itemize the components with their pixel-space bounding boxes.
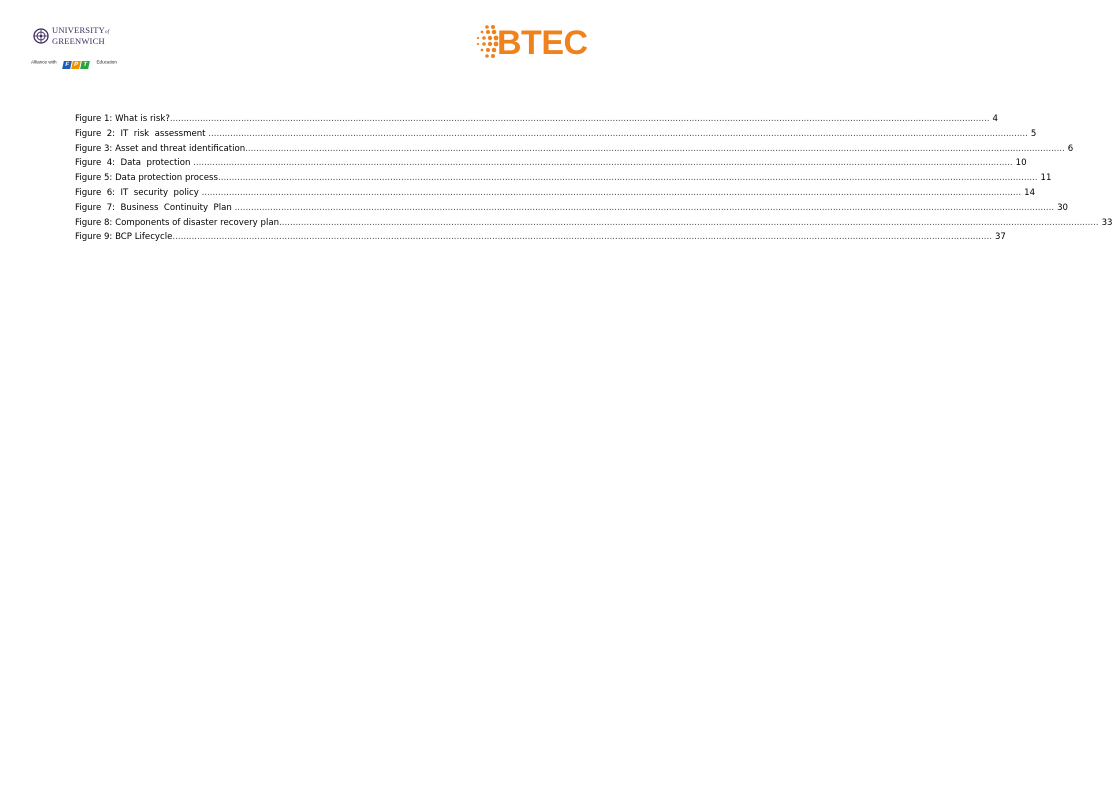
figure-list-item[interactable] bbox=[75, 112, 998, 127]
figure-title: Figure 6: IT security policy bbox=[75, 187, 202, 198]
leader-dots: ............................................................................................................................................................................................................................................................................................................ bbox=[245, 143, 1065, 154]
figure-page-number: 10 bbox=[1015, 158, 1027, 169]
figure-title: Figure 8: Components of disaster recovery plan bbox=[75, 217, 280, 228]
fpt-letter-p: P bbox=[71, 61, 81, 69]
university-of-greenwich-logo bbox=[31, 26, 121, 66]
figure-title: Figure 5: Data protection process bbox=[75, 173, 218, 184]
figure-page-number: 4 bbox=[992, 114, 998, 124]
figure-page-number: 37 bbox=[994, 232, 1006, 243]
university-name-of: of bbox=[105, 30, 110, 35]
figure-title: Figure 4: Data protection bbox=[75, 158, 194, 169]
figure-page-number: 30 bbox=[1057, 202, 1069, 213]
leader-dots: ............................................................................................................................................................................................................................................................................................................ bbox=[234, 202, 1055, 213]
figure-list-item[interactable] bbox=[75, 216, 1113, 231]
alliance-prefix: Alliance with bbox=[31, 59, 57, 65]
figure-title: Figure 1: What is risk? bbox=[75, 114, 170, 124]
figure-list-item[interactable] bbox=[75, 156, 1027, 171]
figure-list-item[interactable] bbox=[75, 171, 1052, 186]
alliance-line bbox=[31, 53, 117, 68]
figure-title: Figure 2: IT risk assessment bbox=[75, 128, 209, 139]
btec-wordmark: BTEC bbox=[497, 24, 588, 62]
university-name-line1: UNIVERSITY bbox=[52, 25, 105, 35]
university-crest-icon bbox=[33, 27, 49, 45]
figure-title: Figure 3: Asset and threat identification bbox=[75, 143, 246, 154]
btec-logo bbox=[475, 24, 595, 64]
alliance-suffix: Education bbox=[96, 59, 117, 65]
leader-dots: ............................................................................................................................................................................................................................................................................................................ bbox=[208, 128, 1028, 139]
figure-page-number: 11 bbox=[1040, 173, 1052, 184]
figure-list-item[interactable] bbox=[75, 201, 1069, 216]
figure-page-number: 5 bbox=[1030, 128, 1037, 139]
leader-dots: ............................................................................................................................................................................................................................................................................................................ bbox=[193, 158, 1013, 169]
leader-dots: ............................................................................................................................................................................................................................................................................................................ bbox=[217, 173, 1038, 184]
figure-page-number: 33 bbox=[1101, 217, 1113, 228]
figure-list-item[interactable] bbox=[75, 142, 1074, 157]
figure-title: Figure 9: BCP Lifecycle bbox=[75, 232, 173, 243]
figure-list-item[interactable] bbox=[75, 186, 1036, 201]
fpt-letter-f: F bbox=[62, 61, 72, 69]
fpt-letter-t: T bbox=[80, 61, 90, 69]
leader-dots: ............................................................................................................................................................................................................................................................................................................ bbox=[169, 114, 990, 124]
fpt-logo bbox=[63, 53, 90, 71]
figure-title: Figure 7: Business Continuity Plan bbox=[75, 202, 235, 213]
leader-dots: ............................................................................................................................................................................................................................................................................................................ bbox=[172, 232, 992, 243]
figure-page-number: 14 bbox=[1024, 187, 1036, 198]
university-name-line2: GREENWICH bbox=[52, 36, 105, 46]
figure-list-item[interactable] bbox=[75, 230, 1006, 245]
table-of-figures bbox=[75, 112, 1113, 245]
figure-page-number: 6 bbox=[1067, 143, 1074, 154]
leader-dots: ............................................................................................................................................................................................................................................................................................................ bbox=[279, 217, 1099, 228]
figure-list-item[interactable] bbox=[75, 127, 1037, 142]
leader-dots: ............................................................................................................................................................................................................................................................................................................ bbox=[201, 187, 1022, 198]
